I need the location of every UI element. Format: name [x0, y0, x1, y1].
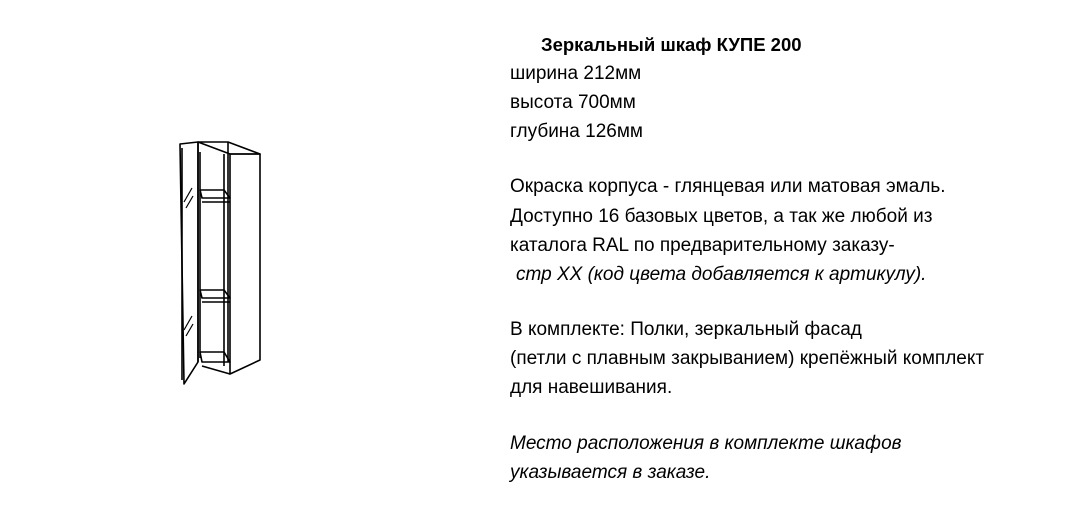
finish-line: Окраска корпуса - глянцевая или матовая эмаль. — [510, 176, 946, 197]
finish-line: каталога RAL по предварительному заказу- — [510, 235, 895, 256]
cabinet-side-panel — [230, 154, 260, 374]
dimension-depth: глубина 126мм — [510, 121, 643, 142]
cabinet-top — [198, 142, 260, 154]
cabinet-bottom — [200, 352, 230, 362]
placement-line: указывается в заказе. — [510, 462, 711, 483]
cabinet-drawing — [160, 130, 280, 390]
kit-line: (петли с плавным закрыванием) крепёжный комплект — [510, 348, 985, 369]
dimension-height: высота 700мм — [510, 92, 636, 113]
kit-line: для навешивания. — [510, 377, 673, 398]
shelf-upper — [200, 190, 230, 198]
shelf-lower — [200, 290, 230, 298]
kit-line: В комплекте: Полки, зеркальный фасад — [510, 319, 862, 340]
dimension-width: ширина 212мм — [510, 63, 642, 84]
product-title: Зеркальный шкаф КУПЕ 200 — [541, 34, 802, 55]
finish-line: Доступно 16 базовых цветов, а так же любой из — [510, 206, 933, 227]
finish-note: стр XX (код цвета добавляется к артикулу). — [516, 264, 927, 285]
placement-line: Место расположения в комплекте шкафов — [510, 433, 902, 454]
